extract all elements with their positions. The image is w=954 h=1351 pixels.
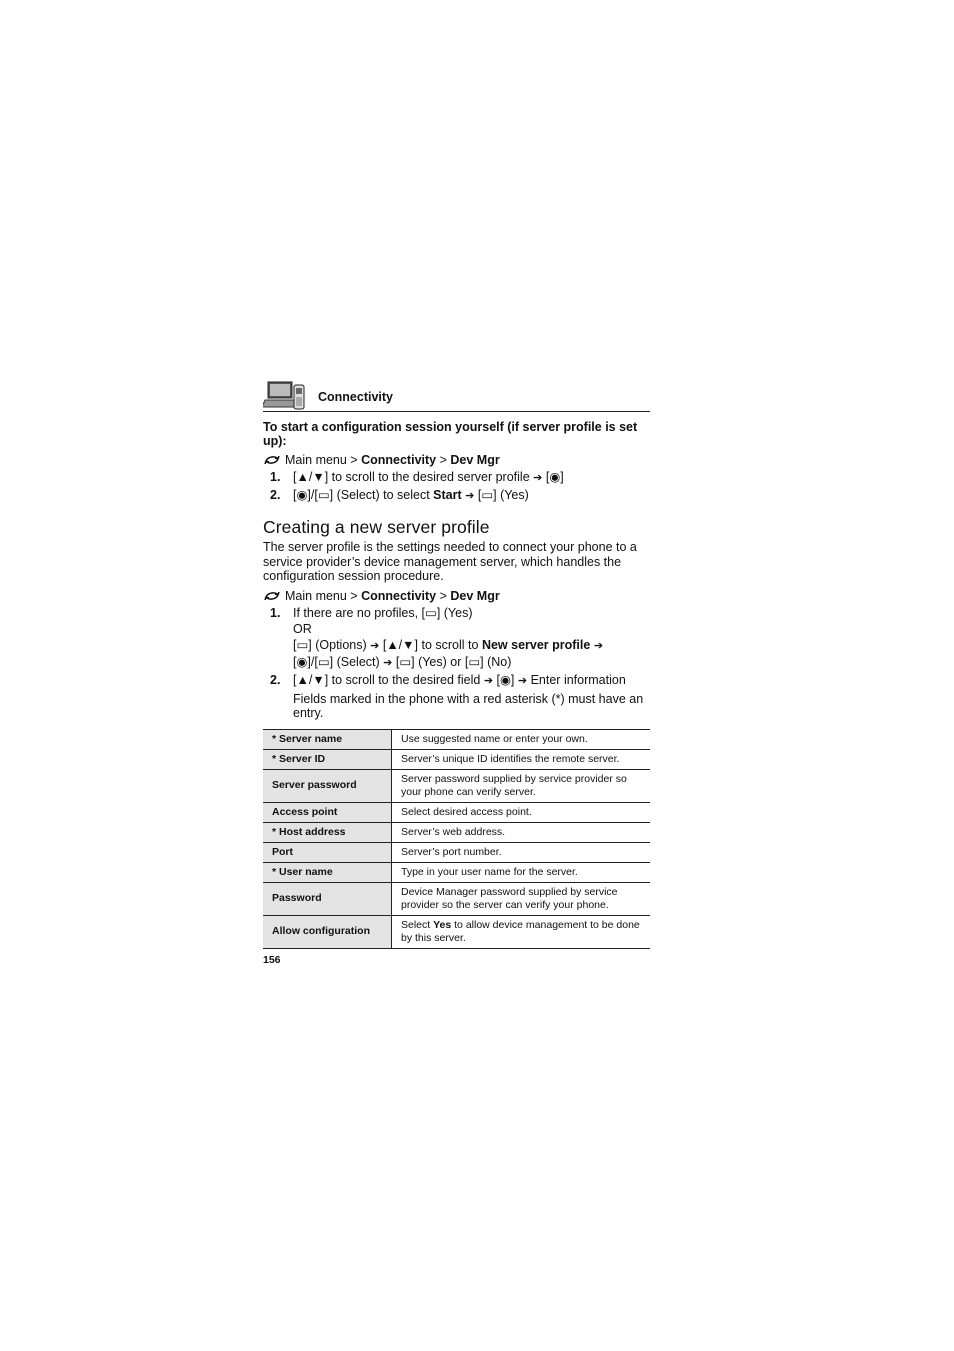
or-text: OR [293, 621, 312, 636]
page-number: 156 [263, 954, 281, 966]
intro-steps [263, 469, 650, 504]
path-separator: > [439, 588, 447, 603]
arrow-right-icon: ➔ [483, 674, 494, 687]
right-soft-key-icon: ▭ [468, 654, 481, 669]
left-soft-key-icon: ▭ [425, 605, 437, 620]
menu-path [263, 452, 650, 468]
step-note: Fields marked in the phone with a red asterisk (*) must have an entry. [293, 691, 644, 720]
table-row: Access point Select desired access point. [263, 802, 650, 822]
path-item-devmgr: Dev Mgr [450, 588, 500, 603]
step-number: 2. [270, 672, 281, 687]
table-row: * Host address Server’s web address. [263, 822, 650, 842]
section-description: The server profile is the settings needed to connect your phone to a service provider’s device management server, which handles the configuration session procedure. [263, 540, 637, 583]
list-item: 2. [◉]/[▭] (Select) to select Start ➔ [▭] (Yes) [263, 487, 650, 504]
step-number: 1. [270, 470, 281, 484]
left-soft-key-icon: ▭ [317, 488, 330, 502]
arrow-right-icon: ➔ [593, 639, 604, 652]
list-item: 2. [▲/▼] to scroll to the desired field ➔ [◉] ➔ Enter information Fields marked in the phone with a red asterisk (*) must have an entry. [263, 672, 650, 720]
arrow-right-icon: ➔ [517, 674, 528, 687]
intro-heading: To start a configuration session yourself (if server profile is set up): [263, 420, 638, 448]
manual-page [263, 378, 650, 949]
arrow-right-icon: ➔ [370, 639, 380, 652]
table-row: Port Server’s port number. [263, 842, 650, 862]
center-key-icon: ◉ [296, 488, 308, 502]
settings-table [263, 729, 650, 949]
up-down-key-icon: ▲/▼ [386, 637, 415, 652]
center-key-icon: ◉ [296, 654, 308, 669]
left-soft-key-icon: ▭ [296, 637, 309, 652]
table-row: Allow configuration Select Yes to allow device management to be done by this server. [263, 915, 650, 948]
arrow-right-icon: ➔ [533, 472, 543, 484]
menu-key-icon [263, 455, 281, 465]
menu-path [263, 588, 650, 604]
table-row: * Server ID Server’s unique ID identifies the remote server. [263, 749, 650, 769]
list-item: 1. [▲/▼] to scroll to the desired server profile ➔ [◉] [263, 469, 650, 486]
section-title: Connectivity [318, 390, 394, 404]
table-row: * Server name Use suggested name or enter your own. [263, 729, 650, 749]
section-steps [263, 605, 650, 720]
arrow-right-icon: ➔ [465, 490, 475, 502]
laptop-phone-icon [263, 380, 307, 412]
table-row: Server password Server password supplied by service provider so your phone can verify server. [263, 769, 650, 802]
step-number: 2. [270, 488, 281, 502]
path-prefix: Main menu > [285, 453, 358, 467]
list-item: 1. If there are no profiles, [▭] (Yes) OR [▭] (Options) ➔ [▲/▼] to scroll to New server profile ➔ [◉]/[▭] (Select) ➔ [▭] (Yes) or [▭] (No) [263, 605, 650, 671]
left-soft-key-icon: ▭ [399, 654, 412, 669]
table-row: * User name Type in your user name for the server. [263, 862, 650, 882]
up-down-key-icon: ▲/▼ [296, 672, 325, 687]
path-item-devmgr: Dev Mgr [450, 453, 500, 467]
center-key-icon: ◉ [500, 672, 511, 687]
section-header [263, 378, 650, 412]
step-number: 1. [270, 605, 281, 620]
left-soft-key-icon: ▭ [481, 488, 494, 502]
table-row: Password Device Manager password supplied by service provider so the server can verify your phone. [263, 882, 650, 915]
center-key-icon: ◉ [549, 470, 561, 484]
path-item-connectivity: Connectivity [361, 453, 437, 467]
arrow-right-icon: ➔ [383, 656, 393, 669]
left-soft-key-icon: ▭ [317, 654, 330, 669]
path-prefix: Main menu > [285, 588, 358, 603]
section-heading: Creating a new server profile [263, 517, 490, 537]
menu-key-icon [263, 591, 281, 601]
path-separator: > [439, 453, 447, 467]
path-item-connectivity: Connectivity [361, 588, 437, 603]
up-down-key-icon: ▲/▼ [296, 470, 325, 484]
